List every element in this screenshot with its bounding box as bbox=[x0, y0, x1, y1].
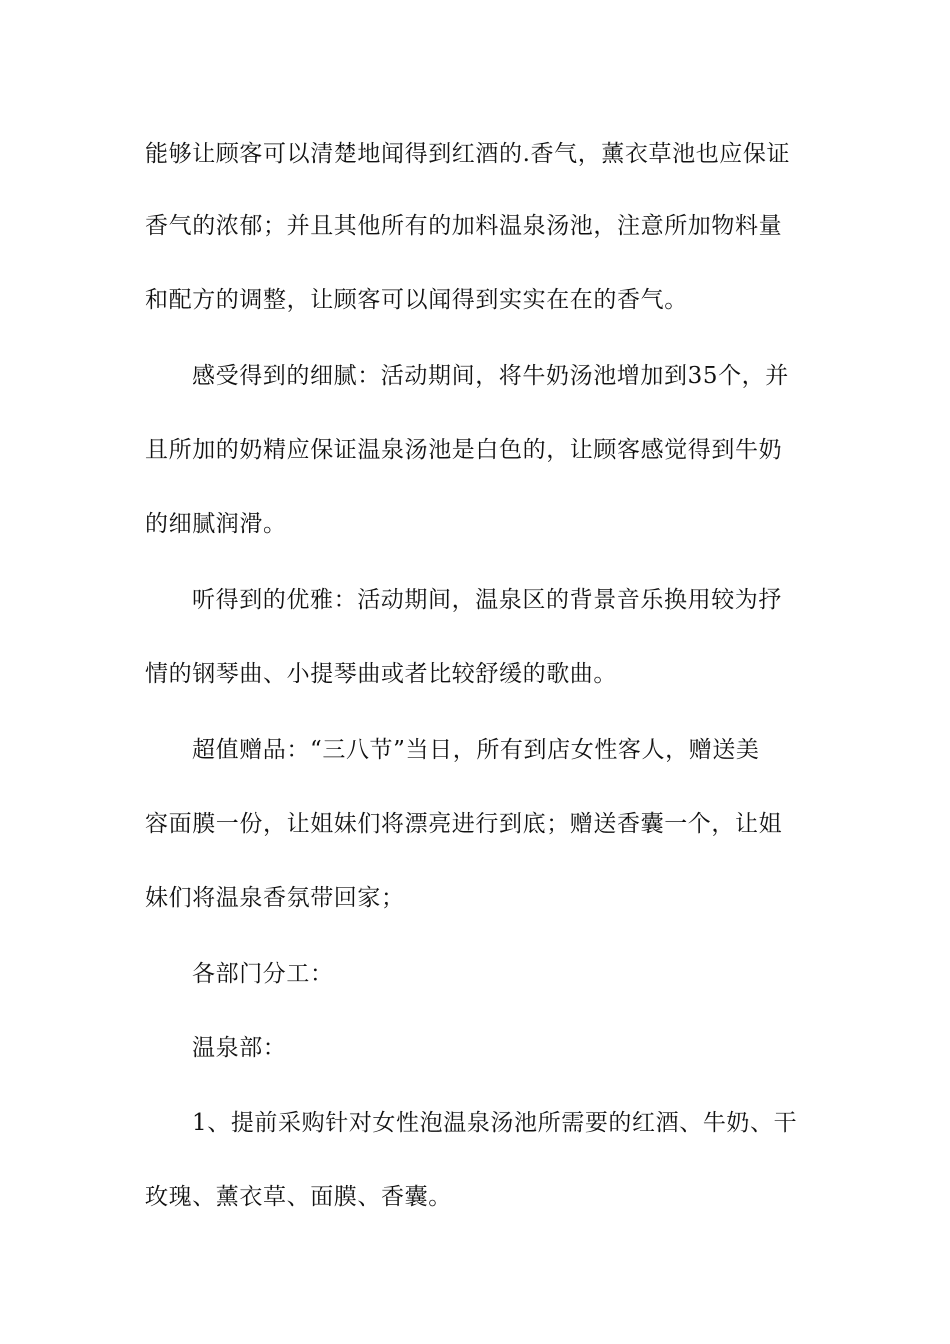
paragraph-line: 妹们将温泉香氛带回家； bbox=[145, 885, 405, 911]
paragraph-line: 感受得到的细腻：活动期间，将牛奶汤池增加到35个，并 bbox=[192, 363, 789, 389]
paragraph-line: 香气的浓郁；并且其他所有的加料温泉汤池，注意所加物料量 bbox=[145, 213, 783, 239]
paragraph-line: 和配方的调整，让顾客可以闻得到实实在在的香气。 bbox=[145, 287, 688, 313]
section-heading: 各部门分工： bbox=[192, 961, 334, 987]
paragraph-line: 听得到的优雅：活动期间，温泉区的背景音乐换用较为抒 bbox=[192, 587, 782, 613]
paragraph-line: 容面膜一份，让姐妹们将漂亮进行到底；赠送香囊一个，让姐 bbox=[145, 811, 783, 837]
paragraph-line: 能够让顾客可以清楚地闻得到红酒的.香气，薰衣草池也应保证 bbox=[145, 141, 791, 167]
list-item-line: 玫瑰、薰衣草、面膜、香囊。 bbox=[145, 1184, 452, 1210]
list-item-line: 1、提前采购针对女性泡温泉汤池所需要的红酒、牛奶、干 bbox=[192, 1110, 798, 1136]
paragraph-line: 的细腻润滑。 bbox=[145, 511, 287, 537]
paragraph-line: 超值赠品：“三八节”当日，所有到店女性客人，赠送美 bbox=[192, 737, 760, 763]
paragraph-line: 且所加的奶精应保证温泉汤池是白色的，让顾客感觉得到牛奶 bbox=[145, 437, 783, 463]
paragraph-line: 情的钢琴曲、小提琴曲或者比较舒缓的歌曲。 bbox=[145, 661, 617, 687]
subsection-heading: 温泉部： bbox=[192, 1035, 287, 1061]
